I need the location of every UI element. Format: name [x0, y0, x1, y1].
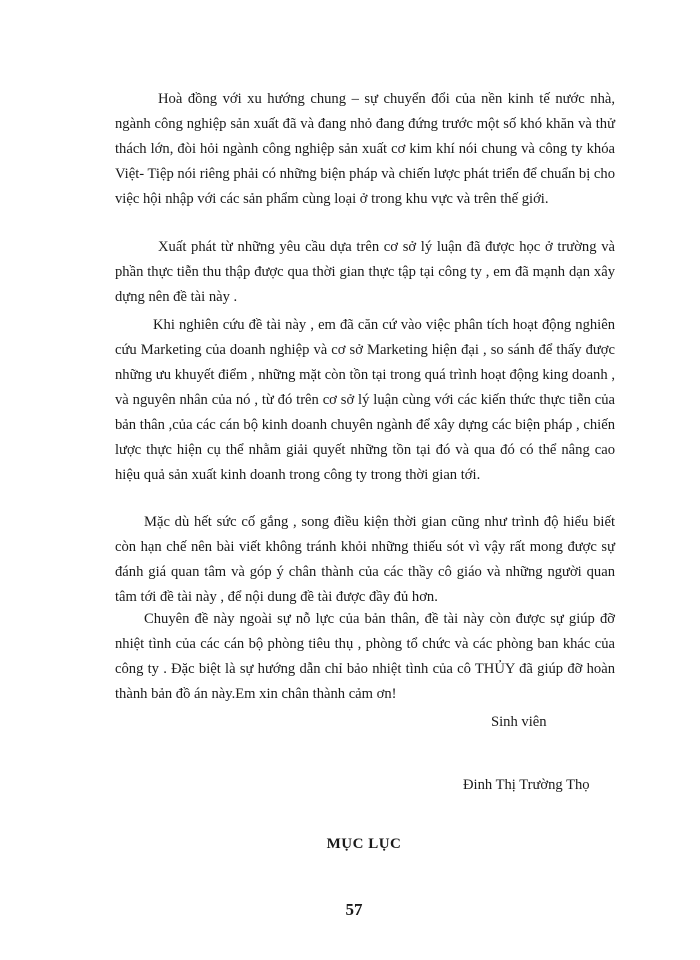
- signature-name: Đinh Thị Trường Thọ: [463, 777, 590, 793]
- paragraph-acknowledgement: Chuyên đề này ngoài sự nỗ lực của bản thân, đề tài này còn được sự giúp đỡ nhiệt tình của các cán bộ phòng tiêu thụ , phòng tổ chức và các phòng ban khác của công ty . Đặc biệt là sự hướng dẫn chỉ bảo nhiệt tình của cô THỦY đã giúp đỡ hoàn thành bản đồ án này.Em xin chân thành cảm ơn!: [115, 611, 615, 702]
- table-of-contents-heading: MỤC LỤC: [326, 836, 402, 852]
- paragraph-limitations: Mặc dù hết sức cố gắng , song điều kiện thời gian cũng như trình độ hiểu biết còn hạn chế nên bài viết không tránh khỏi những thiếu sót vì vậy rất mong được sự đánh giá quan tâm và góp ý chân thành của các thầy cô giáo và những người quan tâm tới đề tài này , để nội dung đề tài được đầy đủ hơn.: [115, 514, 615, 605]
- paragraph-motivation: Xuất phát từ những yêu cầu dựa trên cơ sở lý luận đã được học ở trường và phần thực tiễn thu thập được qua thời gian thực tập tại công ty , em đã mạnh dạn xây dựng nên đề tài này .: [115, 239, 615, 305]
- signature-role: Sinh viên: [491, 714, 547, 730]
- paragraph-intro: Hoà đồng với xu hướng chung – sự chuyển đổi của nền kinh tế nước nhà, ngành công nghiệp sản xuất đã và đang nhỏ đang đứng trước một số khó khăn và thử thách lớn, đòi hỏi ngành công nghiệp sản xuất cơ kim khí nói chung và công ty khóa Việt- Tiệp nói riêng phải có những biện pháp và chiến lược phát triển để chuẩn bị cho việc hội nhập với các sản phẩm cùng loại ở trong khu vực và trên thế giới.: [115, 91, 615, 207]
- page-number: 57: [345, 900, 363, 919]
- paragraph-method: Khi nghiên cứu đề tài này , em đã căn cứ vào việc phân tích hoạt động nghiên cứu Marketing của doanh nghiệp và cơ sở Marketing hiện đại , so sánh để thấy được những ưu khuyết điểm , những mặt còn tồn tại trong quá trình hoạt động king doanh , và nguyên nhân của nó , từ đó trên cơ sở lý luận cùng với các kiến thức thực tiễn của bản thân ,của các cán bộ kinh doanh chuyên ngành để xây dựng các biện pháp , chiến lược thực hiện cụ thể nhằm giải quyết những tồn tại đó và qua đó có thể nâng cao hiệu quả sản xuất kinh doanh trong công ty trong thời gian tới.: [115, 317, 615, 483]
